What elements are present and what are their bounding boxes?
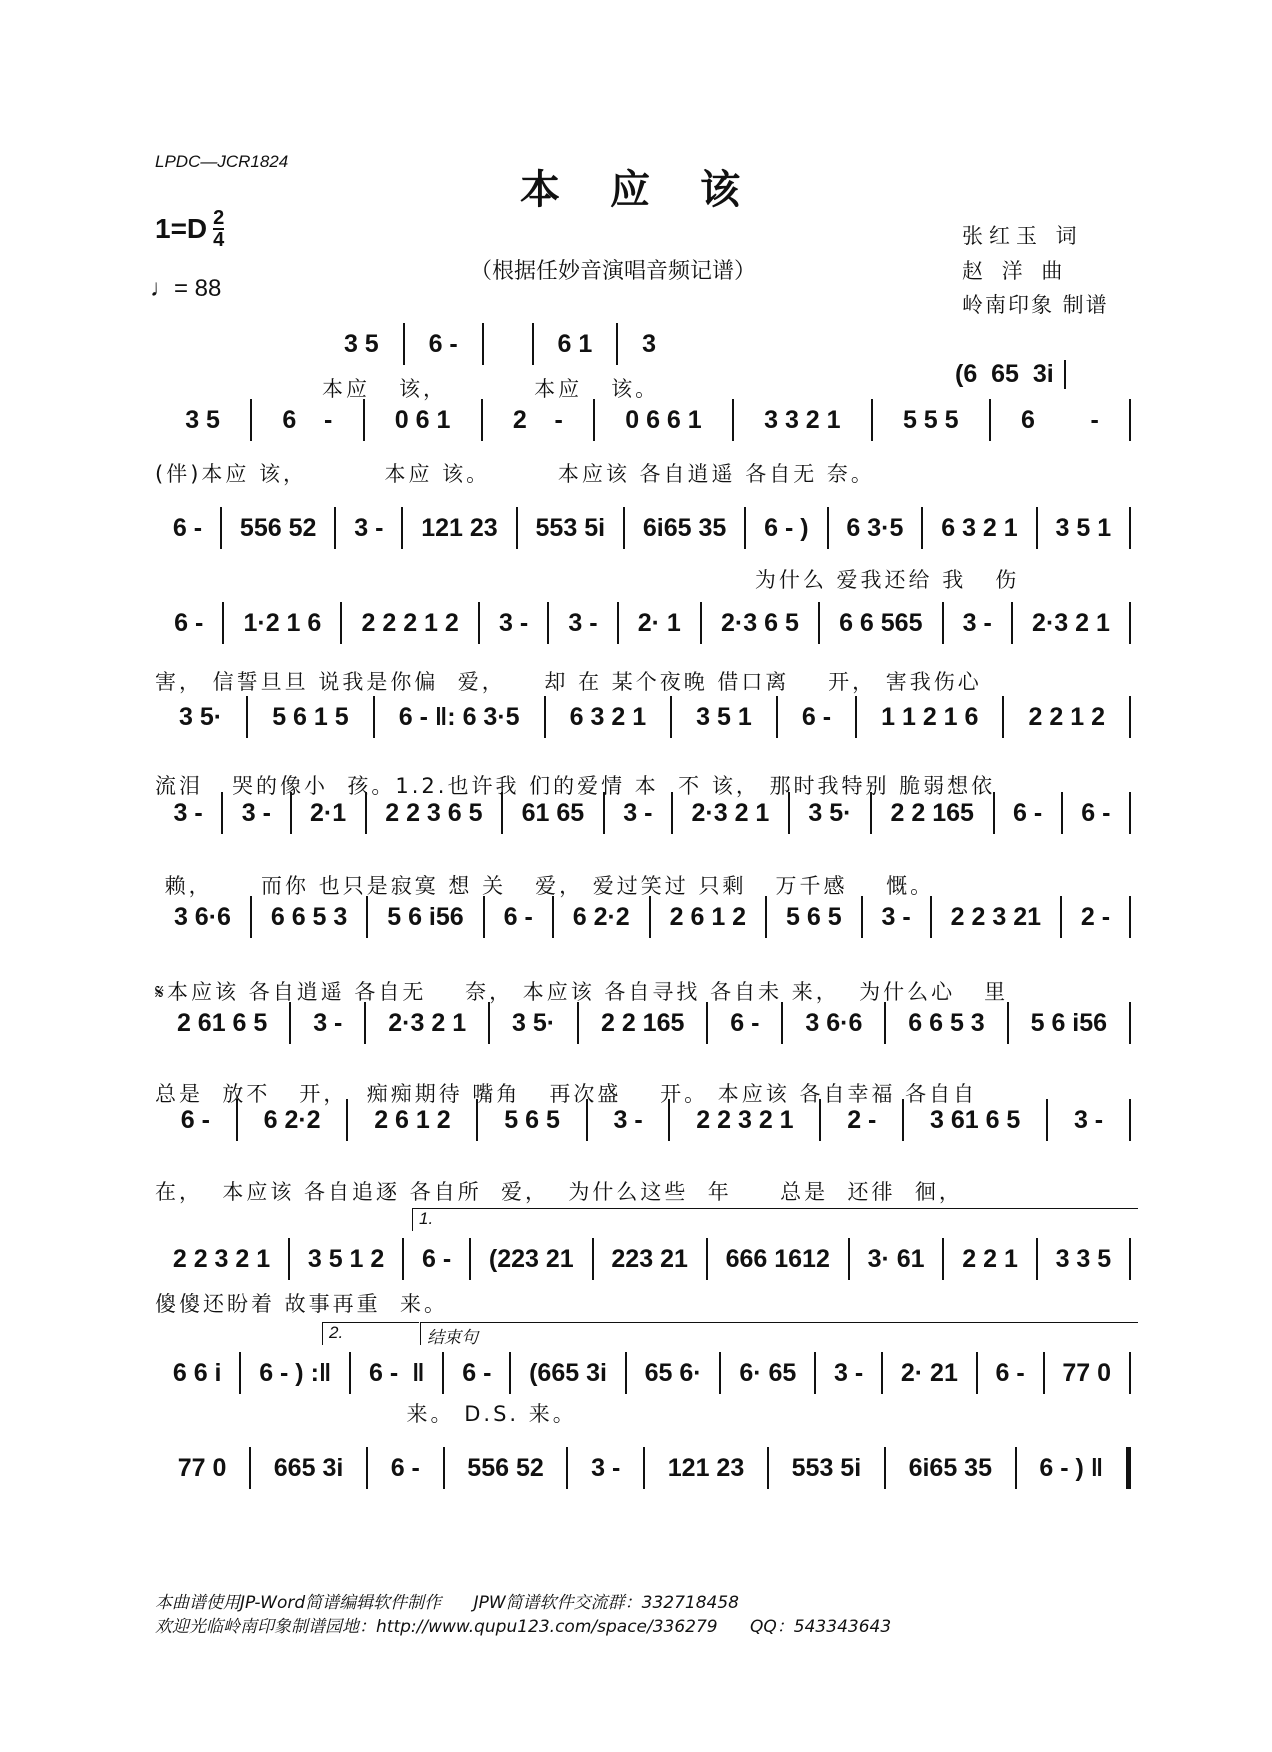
measure: 3 6·6 (155, 896, 252, 938)
measure: 6i65 35 (625, 507, 746, 549)
intro-measure: 3 (642, 330, 657, 358)
intro-notes (320, 325, 680, 365)
subtitle: （根据任妙音演唱音频记谱） (470, 259, 757, 284)
lyrics-line: 傻傻还盼着 故事再重 来。 (155, 1292, 449, 1316)
measure: 6 - (995, 792, 1063, 834)
measure: 121 23 (403, 507, 517, 549)
footer-line-1: 本曲谱使用JP-Word简谱编辑软件制作 JPW简谱软件交流群：332718458 (155, 1593, 740, 1613)
measure: 3 61 6 5 (904, 1099, 1048, 1141)
measure: 6 - ‖: 6 3·5 (375, 696, 546, 738)
measure: 2·3 2 1 (366, 1002, 490, 1044)
lyrics-line: 害， 信誓旦旦 说我是你偏 爱， 却 在 某个夜晚 借口离 开， 害我伤心 (155, 670, 982, 694)
measure: 2 2 1 2 (1004, 696, 1131, 738)
measure: 61 65 (503, 792, 605, 834)
measure: 553 5i (518, 507, 625, 549)
measure: 666 1612 (708, 1238, 850, 1280)
measure: 2 6 1 2 (651, 896, 767, 938)
lyrics-line: 在， 本应该 各自追逐 各自所 爱， 为什么这些 年 总是 还徘 徊， (155, 1180, 963, 1204)
measure: 3 3 5 (1038, 1238, 1131, 1280)
measure: 6 6 565 (820, 602, 944, 644)
measure: 6 - ) (746, 507, 828, 549)
time-bottom: 4 (213, 229, 225, 251)
measure: 6· 65 (721, 1352, 816, 1394)
key-signature (155, 208, 224, 250)
intro-measure: 6 1 (534, 323, 619, 365)
measure: 6 - (252, 399, 364, 441)
lyrics-line: 总是 放不 开， 痴痴期待 嘴角 再次盛 开。 本应该 各自幸福 各自自 (155, 1082, 978, 1106)
measure: 3 - (816, 1352, 883, 1394)
measure: 6 - (444, 1352, 511, 1394)
measure: 3 5 1 (1038, 507, 1131, 549)
measure: 6 2·2 (554, 896, 651, 938)
lyrics-line: 𝄋本应该 各自逍遥 各自无 奈， 本应该 各自寻找 各自未 来， 为什么心 里 (155, 980, 1009, 1004)
measure: 6 - (778, 696, 857, 738)
measure: 6 6 i (155, 1352, 241, 1394)
measure: 2 2 3 2 1 (670, 1099, 821, 1141)
measure: 3 - (155, 792, 223, 834)
arranger-credit: 岭南印象 制谱 (962, 293, 1109, 317)
measure: 6 - (368, 1447, 445, 1489)
footer-line-2: 欢迎光临岭南印象制谱园地：http://www.qupu123.com/space/336279 QQ：543343643 (155, 1617, 892, 1637)
measure: 2·3 2 1 (1013, 602, 1131, 644)
measure: 6 - (991, 399, 1131, 441)
measure: 3 - (336, 507, 403, 549)
notation-row (155, 1000, 1131, 1044)
measure: 3 5· (790, 792, 872, 834)
measure: 5 6 1 5 (248, 696, 375, 738)
lyrics-line: 为什么 爱我还给 我 伤 (155, 568, 1020, 592)
measure: 3 - (1048, 1099, 1131, 1141)
measure: 0 6 6 1 (595, 399, 734, 441)
measure: 3 3 2 1 (734, 399, 873, 441)
measure: 3 5 1 (672, 696, 778, 738)
notation-row (155, 600, 1131, 644)
measure: 3 - (605, 792, 673, 834)
measure: 2 2 165 (872, 792, 994, 834)
measure: 5 6 5 (767, 896, 863, 938)
score-code: LPDC—JCR1824 (155, 152, 289, 171)
measure: 6 - (155, 602, 224, 644)
measure: 3 - (588, 1099, 671, 1141)
measure: 5 6 5 (478, 1099, 587, 1141)
measure: 2·3 6 5 (702, 602, 820, 644)
measure: 77 0 (1045, 1352, 1131, 1394)
measure: 77 0 (155, 1447, 251, 1489)
notation-row (155, 694, 1131, 738)
measure: 6 3 2 1 (546, 696, 673, 738)
measure: 6 6 5 3 (886, 1002, 1008, 1044)
measure: 3 5 1 2 (290, 1238, 404, 1280)
notation-row (155, 894, 1131, 938)
measure: 1·2 1 6 (224, 602, 342, 644)
measure: 6 - ‖ (351, 1352, 444, 1394)
volta-ending: 结束句 (420, 1322, 1138, 1345)
measure: 5 6 i56 (368, 896, 484, 938)
measure: 2·3 2 1 (673, 792, 790, 834)
intro-lyrics: 本应 该， 本应 该。 (322, 377, 660, 401)
intro-measure: 6 - (405, 323, 484, 365)
measure: 1 1 2 1 6 (857, 696, 1004, 738)
measure: 3 5· (155, 696, 248, 738)
measure: 3 5 (155, 399, 252, 441)
measure: 2 2 165 (579, 1002, 708, 1044)
measure: 556 52 (222, 507, 336, 549)
measure: 3 - (291, 1002, 366, 1044)
prelude-notes: (6 65 3i (955, 360, 1066, 389)
measure: 556 52 (445, 1447, 569, 1489)
composer-credit: 赵 洋 曲 (962, 259, 1069, 283)
measure: 2 61 6 5 (155, 1002, 291, 1044)
measure: 2· 21 (883, 1352, 978, 1394)
measure: 6 - (485, 896, 554, 938)
measure: 2 2 2 1 2 (342, 602, 480, 644)
measure: 6 - ) :‖ (241, 1352, 351, 1394)
measure: 3· 61 (850, 1238, 945, 1280)
measure: 6 3 2 1 (923, 507, 1037, 549)
measure: 3 6·6 (783, 1002, 886, 1044)
measure: 3 - (549, 602, 618, 644)
measure: 121 23 (645, 1447, 769, 1489)
measure: 2·1 (292, 792, 367, 834)
measure: 665 3i (251, 1447, 368, 1489)
intro-measure: 3 5 (320, 323, 405, 365)
notation-row (155, 1350, 1131, 1394)
measure: 6 2·2 (238, 1099, 349, 1141)
measure: 2 6 1 2 (348, 1099, 478, 1141)
measure: 223 21 (594, 1238, 708, 1280)
measure: (223 21 (471, 1238, 594, 1280)
notation-row (155, 397, 1131, 441)
measure: 3 - (944, 602, 1013, 644)
measure: 6 - (1063, 792, 1131, 834)
measure: 2 2 3 21 (932, 896, 1062, 938)
measure: 3 5· (490, 1002, 579, 1044)
measure: 0 6 1 (365, 399, 483, 441)
volta-first: 1. (412, 1208, 1138, 1231)
lyrics-line: 流泪 哭的像小 孩。1.2.也许我 们的爱情 本 不 该， 那时我特别 脆弱想依 (155, 774, 996, 798)
notation-row (155, 790, 1131, 834)
measure: 2 - (821, 1099, 904, 1141)
measure: 6 - (155, 1099, 238, 1141)
measure: 553 5i (769, 1447, 886, 1489)
volta-second: 2. (322, 1322, 419, 1345)
time-signature (213, 208, 224, 250)
time-top: 2 (213, 207, 225, 229)
measure: 6 6 5 3 (252, 896, 368, 938)
notation-row (155, 505, 1131, 549)
measure: 6i65 35 (886, 1447, 1017, 1489)
measure: 6 - (404, 1238, 471, 1280)
key-label: 1=D (155, 213, 208, 244)
measure: 2 2 3 6 5 (367, 792, 503, 834)
measure: 2 2 1 (944, 1238, 1037, 1280)
measure: 2 2 3 2 1 (155, 1238, 290, 1280)
intro-measure (484, 323, 534, 365)
song-title: 本应该 (520, 166, 790, 213)
lyrics-line: (伴)本应 该， 本应 该。 本应该 各自逍遥 各自无 奈。 (155, 462, 875, 486)
lyrics-line: 赖， 而你 也只是寂寞 想 关 爱， 爱过笑过 只剩 万千感 慨。 (155, 874, 935, 898)
measure: 6 - (708, 1002, 783, 1044)
notation-row (155, 1236, 1131, 1280)
measure: 3 - (568, 1447, 645, 1489)
measure: 6 3·5 (829, 507, 924, 549)
measure: 3 - (863, 896, 932, 938)
measure: 6 - ) ‖ (1017, 1447, 1131, 1489)
measure: 3 - (223, 792, 291, 834)
measure: 2· 1 (619, 602, 702, 644)
measure: 6 - (978, 1352, 1045, 1394)
measure: 6 - (155, 507, 222, 549)
measure: 5 6 i56 (1009, 1002, 1131, 1044)
measure: 65 6· (627, 1352, 722, 1394)
lyrics-line: 来。 D.S. 来。 (155, 1402, 577, 1426)
measure: 3 - (480, 602, 549, 644)
tempo-mark: ♩= 88 (150, 275, 222, 302)
measure: 2 - (483, 399, 595, 441)
notation-row (155, 1445, 1131, 1489)
measure: 5 5 5 (873, 399, 991, 441)
notation-row (155, 1097, 1131, 1141)
measure: (665 3i (511, 1352, 627, 1394)
measure: 2 - (1062, 896, 1131, 938)
lyricist-credit: 张红玉 词 (962, 224, 1083, 248)
